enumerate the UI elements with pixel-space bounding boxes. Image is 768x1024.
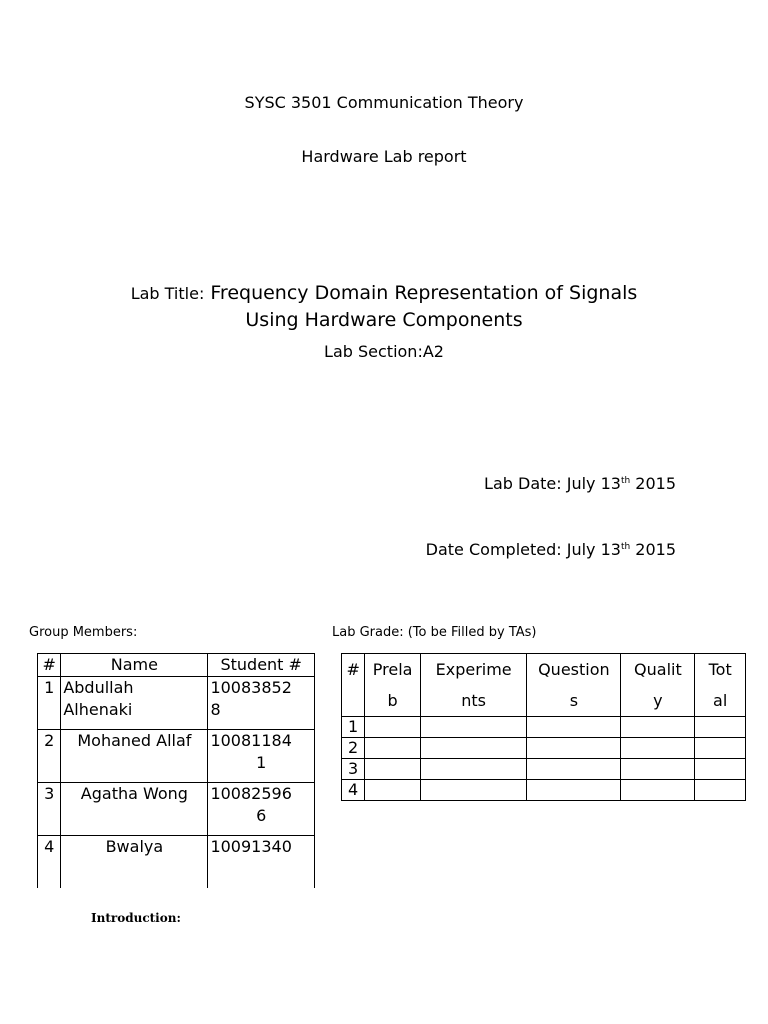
- grade-header-prelab-l2: b: [387, 691, 398, 710]
- member-student-id: [208, 783, 315, 836]
- member-name-line1: Mohaned Allaf: [77, 731, 192, 750]
- grade-cell[interactable]: [621, 717, 695, 738]
- member-name-line1: Bwalya: [105, 837, 164, 856]
- grade-header-num-text: #: [346, 660, 360, 679]
- member-id-line2: 6: [256, 806, 267, 825]
- grade-cell[interactable]: [365, 759, 421, 780]
- grade-cell[interactable]: [695, 780, 746, 801]
- grade-row-num: 3: [342, 759, 365, 780]
- grade-row-num: 2: [342, 738, 365, 759]
- member-student-id: [208, 677, 315, 730]
- grade-cell[interactable]: [420, 780, 526, 801]
- grade-header-quality-l2: y: [653, 691, 663, 710]
- lab-title-line1: Frequency Domain Representation of Signals: [210, 282, 638, 304]
- date-completed-label: Date Completed: July 13: [425, 540, 621, 559]
- introduction-heading: Introduction:: [91, 911, 181, 925]
- grade-cell[interactable]: [527, 717, 621, 738]
- lab-title-line2: Using Hardware Components: [245, 309, 523, 331]
- grade-header-prelab-l1: Prela: [372, 660, 413, 679]
- grade-header-quality: [621, 654, 695, 717]
- grade-cell[interactable]: [695, 738, 746, 759]
- lab-section: Lab Section:A2: [324, 342, 444, 361]
- table-row: [342, 780, 746, 801]
- grade-header-experiments: [420, 654, 526, 717]
- table-row: [38, 783, 315, 836]
- member-num: 2: [38, 730, 61, 783]
- member-student-id: [208, 730, 315, 783]
- member-name-line1: Agatha Wong: [80, 784, 188, 803]
- group-members-table: [37, 653, 315, 888]
- grade-row-num: 1: [342, 717, 365, 738]
- lab-date-label: Lab Date: July 13: [484, 474, 621, 493]
- report-type: Hardware Lab report: [301, 147, 467, 166]
- member-id-line1: 10082596: [210, 784, 292, 803]
- grade-cell[interactable]: [527, 780, 621, 801]
- grade-header-questions: [527, 654, 621, 717]
- grade-cell[interactable]: [695, 759, 746, 780]
- grade-cell[interactable]: [621, 738, 695, 759]
- table-row: [38, 836, 315, 889]
- grade-header-total-l2: al: [713, 691, 728, 710]
- grade-row-num: 4: [342, 780, 365, 801]
- member-id-line1: 10083852: [210, 678, 292, 697]
- grade-header-experiments-l2: nts: [461, 691, 486, 710]
- grade-cell[interactable]: [365, 717, 421, 738]
- grade-cell[interactable]: [621, 759, 695, 780]
- member-num: 3: [38, 783, 61, 836]
- member-name: [61, 836, 208, 889]
- grade-header-quality-l1: Qualit: [634, 660, 682, 679]
- lab-date-suffix: th: [620, 476, 631, 486]
- group-members-label: Group Members:: [29, 625, 138, 640]
- members-header-num: #: [38, 654, 61, 677]
- lab-date: [484, 474, 676, 493]
- date-completed-year: 2015: [635, 540, 676, 559]
- member-id-line2: 8: [210, 700, 221, 719]
- table-row: [342, 738, 746, 759]
- grade-header-total: [695, 654, 746, 717]
- member-name-line1: Abdullah: [63, 678, 134, 697]
- date-completed-suffix: th: [620, 542, 631, 552]
- lab-grade-label: Lab Grade: (To be Filled by TAs): [332, 625, 537, 640]
- grade-cell[interactable]: [420, 738, 526, 759]
- grade-header-prelab: [365, 654, 421, 717]
- grade-cell[interactable]: [365, 738, 421, 759]
- table-row: [342, 717, 746, 738]
- member-id-line1: 10091340: [210, 837, 292, 856]
- grade-cell[interactable]: [695, 717, 746, 738]
- table-row: [38, 677, 315, 730]
- lab-grade-table: [341, 653, 746, 801]
- member-name: [61, 677, 208, 730]
- table-row: [342, 759, 746, 780]
- members-header-student: Student #: [208, 654, 315, 677]
- lab-title: [0, 280, 768, 333]
- date-completed: [426, 540, 676, 559]
- grade-header-questions-l2: s: [569, 691, 579, 710]
- course-title: SYSC 3501 Communication Theory: [244, 93, 524, 112]
- grade-cell[interactable]: [420, 759, 526, 780]
- members-header-row: [38, 654, 315, 677]
- grade-header-questions-l1: Question: [538, 660, 610, 679]
- member-student-id: [208, 836, 315, 889]
- lab-date-year: 2015: [635, 474, 676, 493]
- grade-cell[interactable]: [527, 738, 621, 759]
- grade-cell[interactable]: [420, 717, 526, 738]
- grade-header-num: [342, 654, 365, 717]
- member-id-line1: 10081184: [210, 731, 292, 750]
- grade-cell[interactable]: [621, 780, 695, 801]
- member-num: 4: [38, 836, 61, 889]
- grade-header-total-l1: Tot: [708, 660, 732, 679]
- lab-title-label: Lab Title:: [130, 284, 205, 303]
- grade-header-row: [342, 654, 746, 717]
- member-name: [61, 783, 208, 836]
- grade-header-experiments-l1: Experime: [435, 660, 512, 679]
- member-num: 1: [38, 677, 61, 730]
- table-row: [38, 730, 315, 783]
- member-id-line2: 1: [256, 753, 267, 772]
- members-header-name: Name: [61, 654, 208, 677]
- grade-cell[interactable]: [365, 780, 421, 801]
- member-name-line2: Alhenaki: [63, 700, 133, 719]
- member-name: [61, 730, 208, 783]
- grade-cell[interactable]: [527, 759, 621, 780]
